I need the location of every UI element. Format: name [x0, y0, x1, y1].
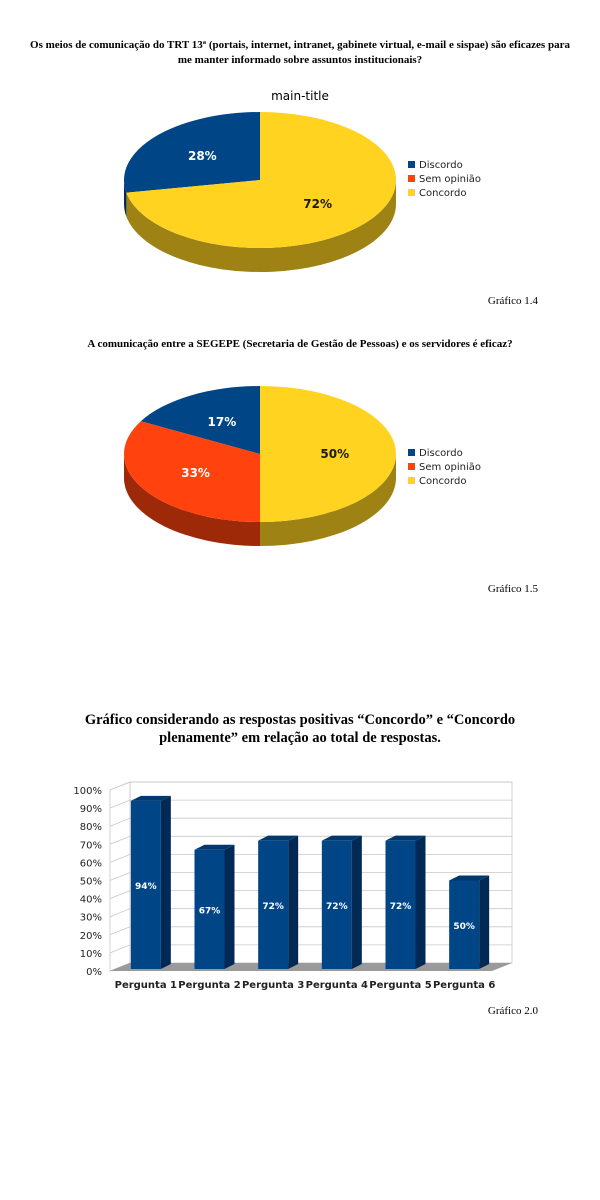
pie-value-label: 28% — [187, 149, 217, 164]
y-tick-label: 10% — [79, 948, 102, 960]
pie1-caption: Gráfico 1.4 — [487, 295, 538, 307]
pie1-chart-title: main-title — [271, 89, 329, 103]
bar-caption: Gráfico 2.0 — [487, 1005, 538, 1017]
legend-swatch — [408, 175, 415, 182]
bar-value-label: 72% — [326, 901, 348, 912]
bar-side — [479, 876, 489, 970]
y-tick-label: 40% — [79, 894, 102, 906]
y-tick-label: 80% — [79, 822, 102, 834]
pie2-caption: Gráfico 1.5 — [487, 583, 538, 595]
bar-chart-title: Gráfico considerando as respostas positivas “Concordo” e “Concordo plenamente” em relação ao total de respostas. — [84, 712, 516, 746]
y-tick-label: 60% — [79, 858, 102, 870]
y-tick-label: 50% — [79, 876, 102, 888]
x-tick-label: Pergunta 2 — [178, 980, 241, 991]
legend-swatch — [408, 463, 415, 470]
bar-side — [352, 836, 362, 969]
bar-value-label: 50% — [453, 921, 475, 932]
legend-swatch — [408, 161, 415, 168]
legend-swatch — [408, 477, 415, 484]
x-tick-label: Pergunta 1 — [114, 980, 178, 991]
bar-side — [161, 796, 171, 969]
x-tick-label: Pergunta 5 — [369, 980, 432, 991]
pie2-question: A comunicação entre a SEGEPE (Secretaria de Gestão de Pessoas) e os servidores é eficaz? — [87, 338, 513, 350]
pie-value-label: 17% — [207, 414, 237, 429]
y-tick-label: 30% — [79, 912, 102, 924]
bar-side — [225, 845, 235, 969]
legend-label: Discordo — [419, 160, 463, 171]
y-tick-label: 0% — [86, 967, 102, 978]
x-tick-label: Pergunta 4 — [305, 980, 369, 991]
y-tick-label: 20% — [79, 930, 102, 942]
bar-value-label: 72% — [389, 901, 412, 912]
pie-value-label: 50% — [320, 447, 350, 461]
pie-value-label: 33% — [181, 466, 210, 481]
bar-side — [288, 836, 298, 969]
x-tick-label: Pergunta 6 — [432, 980, 496, 991]
pie1-question: Os meios de comunicação do TRT 13ª (portais, internet, intranet, gabinete virtual, e-mail e sispae) são eficazes para me manter informado sobre assuntos institucionais? — [30, 39, 570, 66]
bar-chart — [0, 770, 600, 1010]
legend-label: Sem opinião — [419, 174, 482, 185]
pie-value-label: 72% — [303, 196, 333, 211]
legend-label: Concordo — [419, 188, 467, 199]
bar-value-label: 72% — [262, 901, 284, 912]
pie-chart-1 — [0, 100, 600, 300]
bar-side — [416, 836, 426, 969]
x-tick-label: Pergunta 3 — [241, 980, 305, 991]
pie-chart-2 — [0, 370, 600, 570]
legend-swatch — [408, 449, 415, 456]
legend-label: Discordo — [419, 448, 463, 459]
legend-label: Concordo — [419, 476, 467, 487]
legend-swatch — [408, 189, 415, 196]
y-tick-label: 90% — [79, 804, 102, 816]
bar-value-label: 67% — [198, 906, 221, 917]
y-tick-label: 70% — [79, 840, 102, 852]
bar-value-label: 94% — [135, 881, 157, 892]
y-tick-label: 100% — [73, 786, 102, 797]
legend-label: Sem opinião — [419, 462, 482, 473]
